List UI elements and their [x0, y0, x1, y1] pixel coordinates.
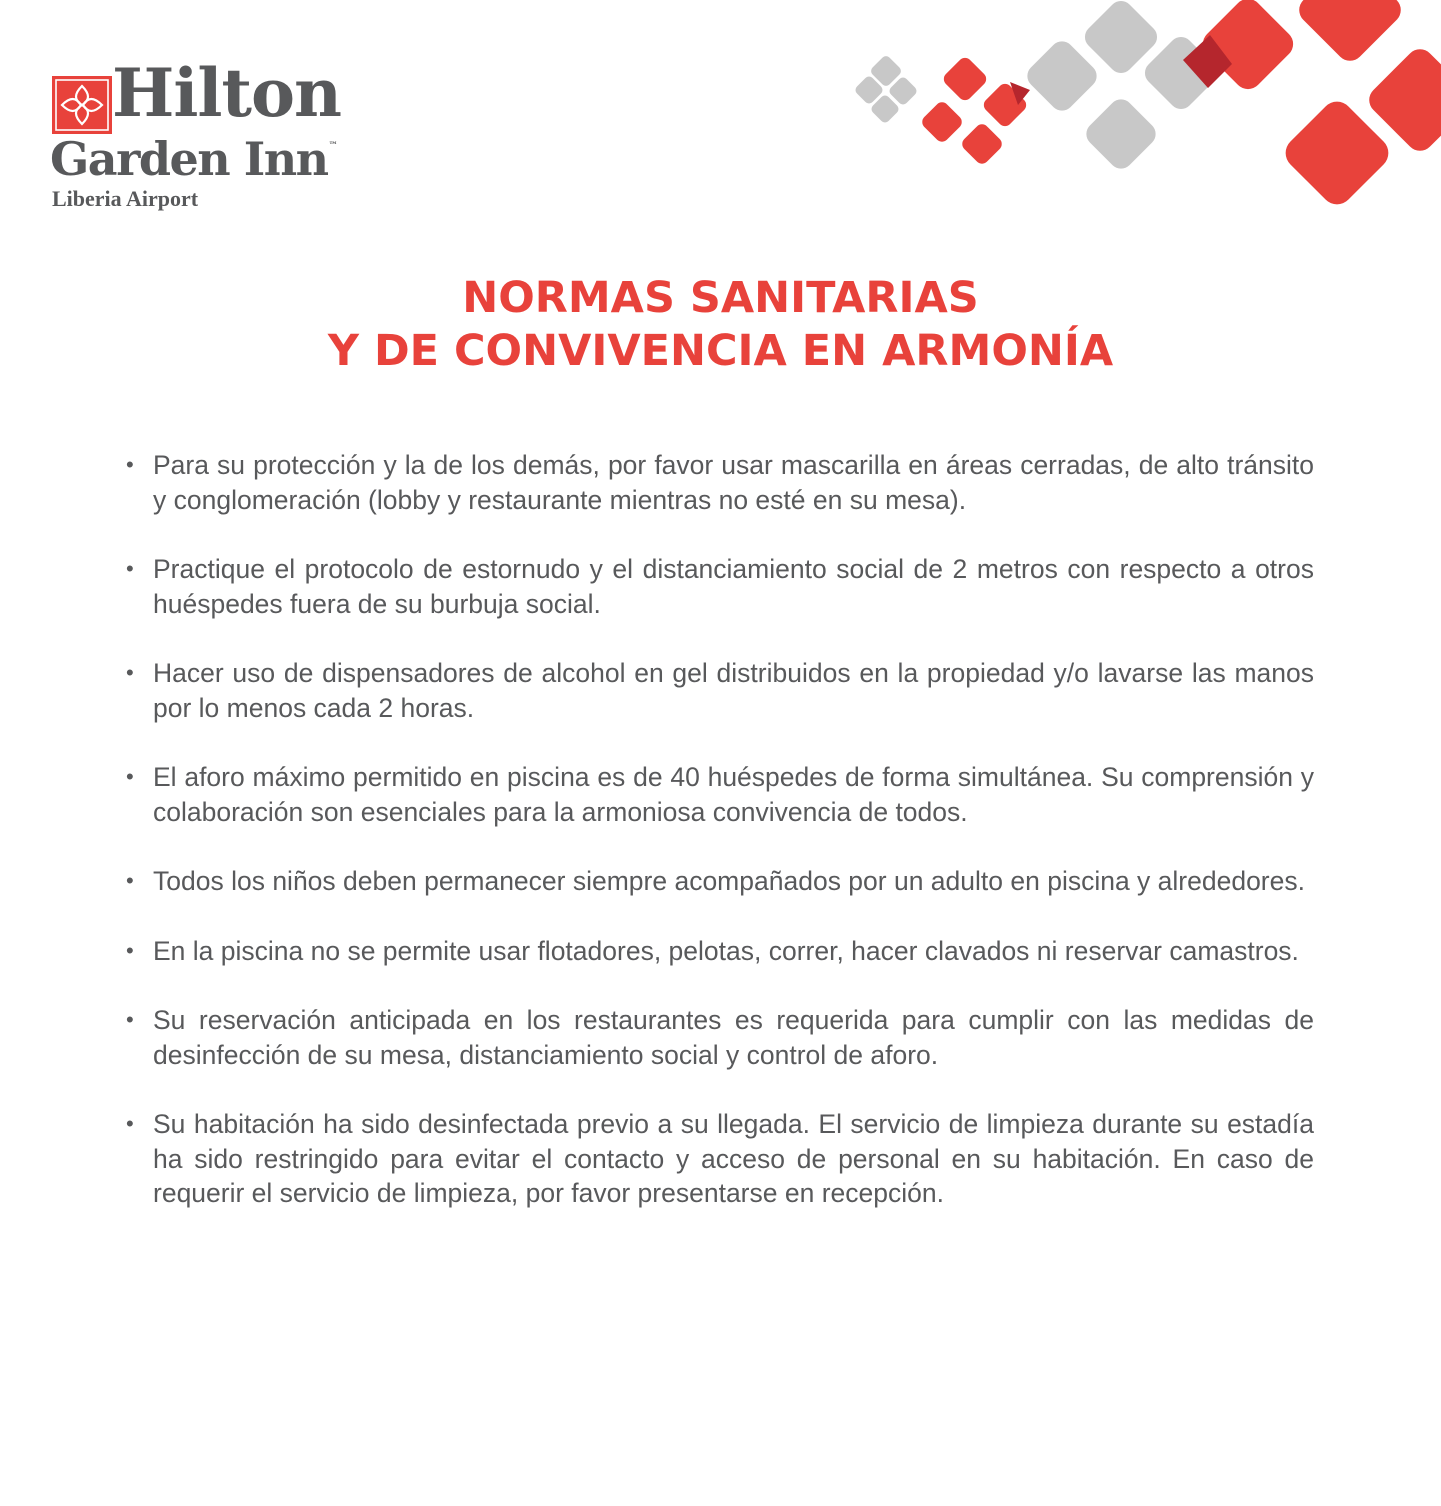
logo-location: Liberia Airport — [52, 186, 199, 211]
logo-sub-brand-text: Garden Inn — [50, 132, 328, 186]
rule-text: El aforo máximo permitido en piscina es de 40 huéspedes de forma simultánea. Su comprensión y colaboración son esenciales para la armoniosa convivencia de todos. — [153, 762, 1314, 827]
title-line-2: Y DE CONVIVENCIA EN ARMONÍA — [327, 326, 1114, 376]
rule-text: Para su protección y la de los demás, por favor usar mascarilla en áreas cerradas, de alto tránsito y conglomeración (lobby y restaurante mientras no esté en su mesa). — [153, 450, 1314, 515]
bullet-icon: • — [126, 556, 134, 581]
rule-item — [126, 552, 1314, 621]
logo-sub-brand — [50, 132, 338, 186]
rule-item — [126, 656, 1314, 725]
rule-item — [126, 448, 1314, 517]
large-gray-flower-icon — [1022, 0, 1222, 174]
bullet-icon: • — [126, 937, 134, 963]
rule-item — [126, 864, 1314, 899]
hilton-emblem-icon — [52, 76, 112, 134]
rule-text: Practique el protocolo de estornudo y el distanciamiento social de 2 metros con respecto a otros huéspedes fuera de su burbuja social. — [153, 554, 1314, 619]
rule-text: Todos los niños deben permanecer siempre acompañados por un adulto en piscina y alrededores. — [153, 866, 1305, 896]
rule-item — [126, 934, 1314, 969]
page-title — [0, 272, 1441, 378]
bullet-icon: • — [126, 660, 134, 685]
logo-brand-name: Hilton — [112, 54, 341, 132]
bullet-icon: • — [126, 1007, 134, 1032]
small-gray-flower-icon — [853, 54, 918, 125]
rule-text: Su habitación ha sido desinfectada previo a su llegada. El servicio de limpieza durante su estadía ha sido restringido para evitar el contacto y acceso de personal en su habitación. En caso de requerir el servicio de limpieza, por favor presentarse en recepción. — [153, 1109, 1314, 1208]
large-red-flower-icon — [1197, 0, 1441, 211]
hotel-logo — [50, 54, 372, 224]
trademark-symbol: ™ — [328, 141, 338, 151]
rule-item — [126, 1107, 1314, 1211]
rule-text: En la piscina no se permite usar flotadores, pelotas, correr, hacer clavados ni reservar camastros. — [153, 935, 1299, 966]
bullet-icon: • — [126, 868, 134, 893]
rule-item — [126, 1003, 1314, 1072]
medium-red-flower-icon — [919, 55, 1029, 167]
rule-item — [126, 760, 1314, 829]
title-line-1: NORMAS SANITARIAS — [462, 273, 979, 323]
bullet-icon: • — [126, 452, 134, 477]
rules-list — [126, 448, 1314, 1246]
rule-text: Hacer uso de dispensadores de alcohol en gel distribuidos en la propiedad y/o lavarse las manos por lo menos cada 2 horas. — [153, 658, 1314, 723]
bullet-icon: • — [126, 764, 134, 789]
rule-text: Su reservación anticipada en los restaurantes es requerida para cumplir con las medidas de desinfección de su mesa, distanciamiento social y control de aforo. — [153, 1005, 1314, 1070]
bullet-icon: • — [126, 1111, 134, 1136]
